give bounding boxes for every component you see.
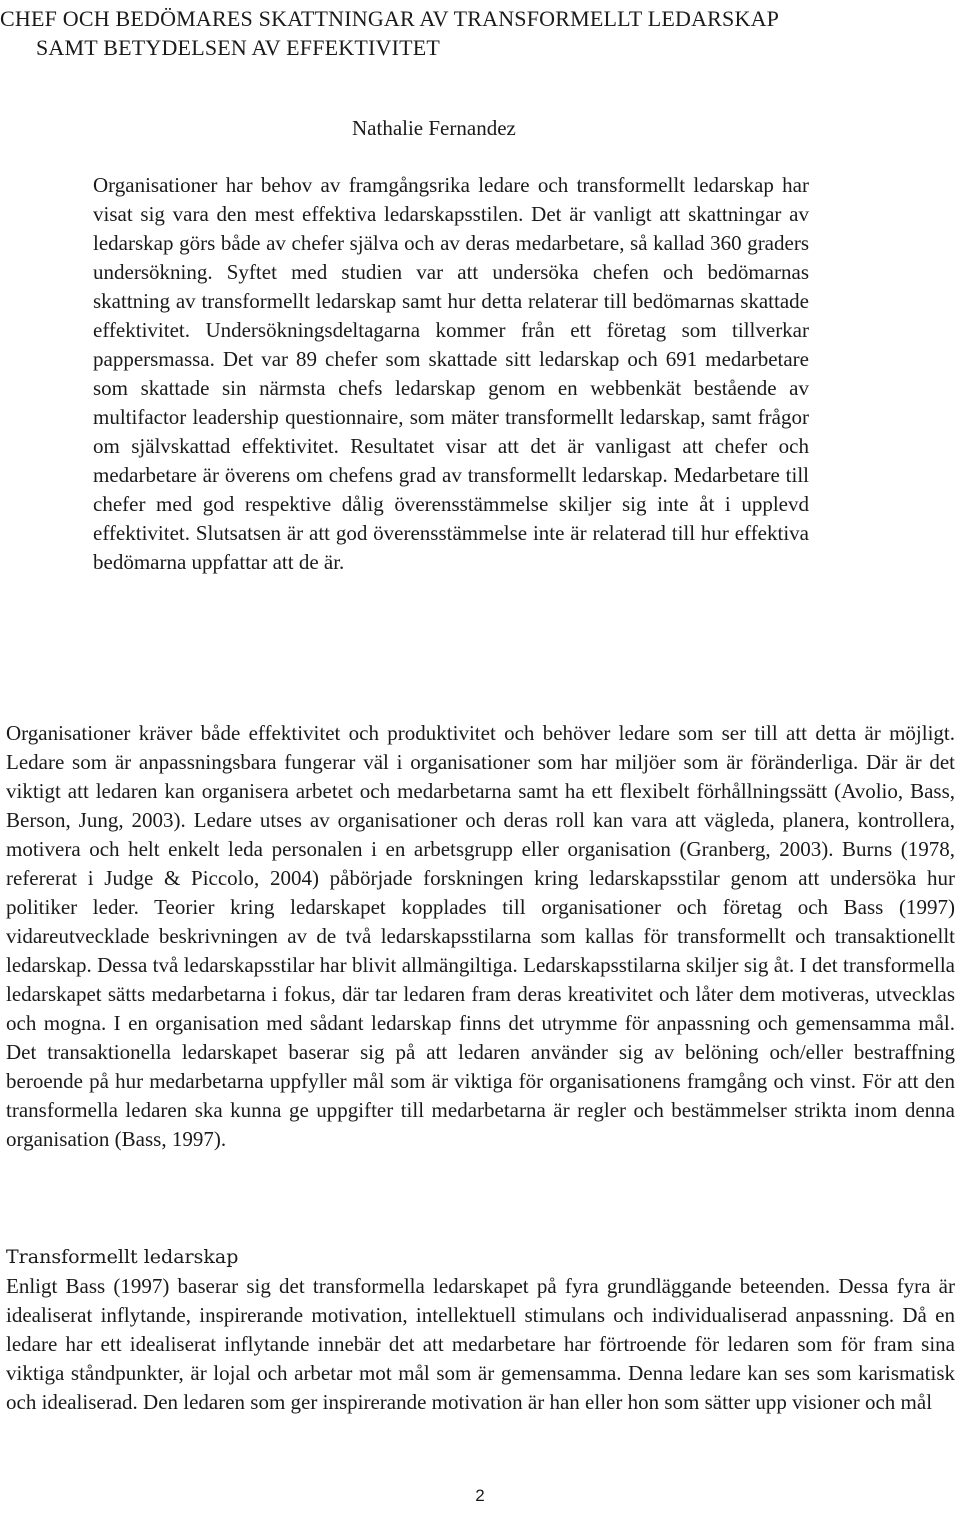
title-line-2: SAMT BETYDELSEN AV EFFEKTIVITET (36, 35, 441, 60)
section-heading: Transformellt ledarskap (6, 1246, 239, 1268)
author-name: Nathalie Fernandez (352, 116, 516, 140)
page-number: 2 (475, 1486, 485, 1505)
title-line-1: CHEF OCH BEDÖMARES SKATTNINGAR AV TRANSFORMELLT LEDARSKAP (0, 6, 780, 31)
body-paragraph-2: Enligt Bass (1997) baserar sig det transformella ledarskapet på fyra grundläggande beteenden. Dessa fyra är idealiserat inflytande, inspirerande motivation, intellektuell stimulans och individualiserad anpassning. Då en ledare har ett idealiserat inflytande innebär det att medarbetare har förtroende för ledaren som för fram sina viktiga ståndpunkter, är lojal och arbetar mot mål som är gemensamma. Denna ledare kan ses som karismatisk och idealiserad. Den ledaren som ger inspirerande motivation är han eller hon som sätter upp visioner och mål (6, 1274, 955, 1414)
body-paragraph-1: Organisationer kräver både effektivitet och produktivitet och behöver ledare som ser till att detta är möjligt. Ledare som är anpassningsbara fungerar väl i organisationer som har miljöer som är föränderliga. Där är det viktigt att ledaren kan organisera arbetet och medarbetarna samt ha ett flexibelt förhållningssätt (Avolio, Bass, Berson, Jung, 2003). Ledare utses av organisationer och deras roll kan vara att vägleda, planera, kontrollera, motivera och helt enkelt leda personalen i en arbetsgrupp eller organisation (Granberg, 2003). Burns (1978, refererat i Judge & Piccolo, 2004) påbörjade forskningen kring ledarskapsstilar genom att undersöka hur politiker leder. Teorier kring ledarskapet kopplades till organisationer och företag och Bass (1997) vidareutvecklade beskrivningen av de två ledarskapsstilarna som kallas för transformellt och transaktionellt ledarskap. Dessa två ledarskapsstilar har blivit allmängiltiga. Ledarskapsstilarna skiljer sig åt. I det transformella ledarskapet sätts medarbetarna i fokus, där tar ledaren fram deras kreativitet och låter dem motiveras, utvecklas och mogna. I en organisation med sådant ledarskap finns det utrymme för anpassning och gemensamma mål. Det transaktionella ledarskapet baserar sig på att ledaren använder sig av belöning och/eller bestraffning beroende på hur medarbetarna uppfyller mål som är viktiga för organisationens framgång och vinst. För att den transformella ledaren ska kunna ge uppgifter till medarbetarna är regler och bestämmelser strikta inom denna organisation (Bass, 1997). (6, 721, 955, 1151)
abstract-paragraph: Organisationer har behov av framgångsrika ledare och transformellt ledarskap har visat sig vara den mest effektiva ledarskapsstilen. Det är vanligt att skattningar av ledarskap görs både av chefer själva och av deras medarbetare, så kallad 360 graders undersökning. Syftet med studien var att undersöka chefen och bedömarnas skattning av transformellt ledarskap samt hur detta relaterar till bedömarnas skattade effektivitet. Undersökningsdeltagarna kommer från ett företag som tillverkar pappersmassa. Det var 89 chefer som skattade sitt ledarskap och 691 medarbetare som skattade sin närmsta chefs ledarskap genom en webbenkät bestående av multifactor leadership questionnaire, som mäter transformellt ledarskap, samt frågor om självskattad effektivitet. Resultatet visar att det är vanligast att chefer och medarbetare är överens om chefens grad av transformellt ledarskap. Medarbetare till chefer med god respektive dålig överensstämmelse skiljer sig inte åt i upplevd effektivitet. Slutsatsen är att god överensstämmelse inte är relaterad till hur effektiva bedömarna uppfattar att de är. (93, 173, 809, 574)
document-title (0, 4, 960, 62)
